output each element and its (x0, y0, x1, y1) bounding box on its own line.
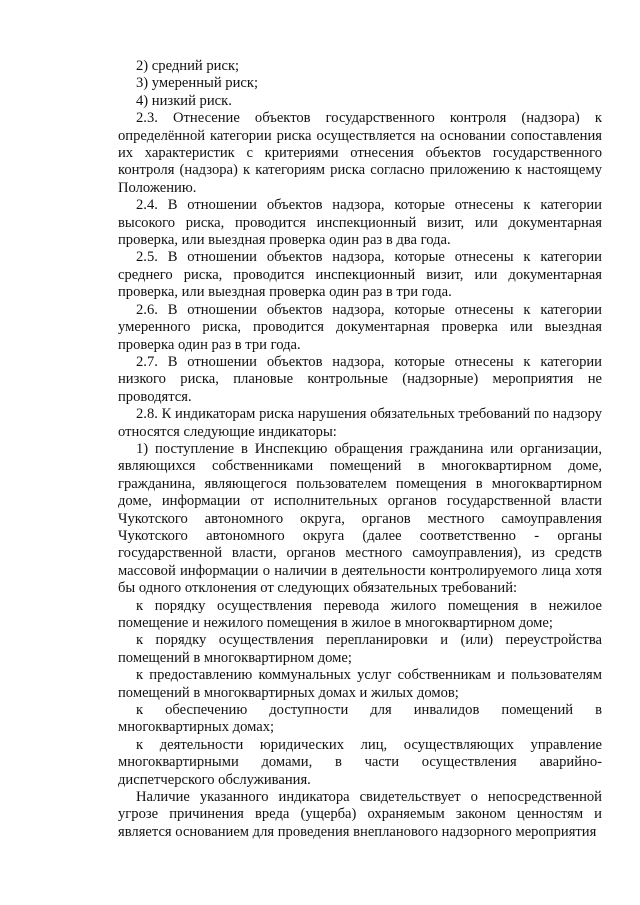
requirement-item: к предоставлению коммунальных услуг собственникам и пользователям помещений в многоквартирных домах и жилых домов; (118, 667, 602, 701)
paragraph-2-5: 2.5. В отношении объектов надзора, которые отнесены к категории среднего риска, проводится инспекционный визит, или документарная проверка, или выездная проверка один раз в три года. (118, 249, 602, 301)
paragraph-2-8: 2.8. К индикаторам риска нарушения обязательных требований по надзору относятся следующие индикаторы: (118, 406, 602, 440)
list-item-risk-moderate: 3) умеренный риск; (136, 75, 259, 92)
document-page (118, 58, 602, 841)
requirement-item: к деятельности юридических лиц, осуществляющих управление многоквартирными домами, в части осуществления аварийно-диспетчерского обслуживания. (118, 736, 602, 788)
indicator-1-paragraph: 1) поступление в Инспекцию обращения гражданина или организации, являющихся собственниками помещений в многоквартирном доме, гражданина, являющегося пользователем помещения в многоквартирном доме, информации от исполнительных органов государственной власти Чукотского автономного округа, органов местного самоуправления Чукотского автономного округа (далее соответственно - органы государственной власти, органов местного самоуправления), из средств массовой информации о наличии в деятельности контролируемого лица хотя бы одного отклонения от следующих обязательных требований: (118, 440, 602, 597)
requirement-item: к обеспечению доступности для инвалидов помещений в многоквартирных домах; (118, 702, 602, 736)
list-item-risk-low: 4) низкий риск. (136, 92, 232, 109)
paragraph-2-7: 2.7. В отношении объектов надзора, которые отнесены к категории низкого риска, плановые контрольные (надзорные) мероприятия не проводятся. (118, 353, 602, 405)
requirement-item: к порядку осуществления перепланировки и (или) переустройства помещений в многоквартирном доме; (118, 632, 602, 666)
list-item-risk-medium: 2) средний риск; (136, 58, 240, 74)
requirement-item: к порядку осуществления перевода жилого помещения в нежилое помещение и нежилого помещения в жилое в многоквартирном доме; (118, 597, 602, 631)
paragraph-2-4: 2.4. В отношении объектов надзора, которые отнесены к категории высокого риска, проводится инспекционный визит, или документарная проверка, или выездная проверка один раз в два года. (118, 197, 602, 249)
paragraph-2-3: 2.3. Отнесение объектов государственного контроля (надзора) к определённой категории риска осуществляется на основании сопоставления их характеристик с критериями отнесения объектов государственного контроля (надзора) к категориям риска согласно приложению к настоящему Положению. (118, 110, 602, 196)
paragraph-2-6: 2.6. В отношении объектов надзора, которые отнесены к категории умеренного риска, проводится документарная проверка или выездная проверка один раз в три года. (118, 301, 602, 353)
indicator-conclusion-paragraph: Наличие указанного индикатора свидетельствует о непосредственной угрозе причинения вреда (ущерба) охраняемым законом ценностям и является основанием для проведения внепланового надзорного мероприятия (118, 789, 602, 840)
